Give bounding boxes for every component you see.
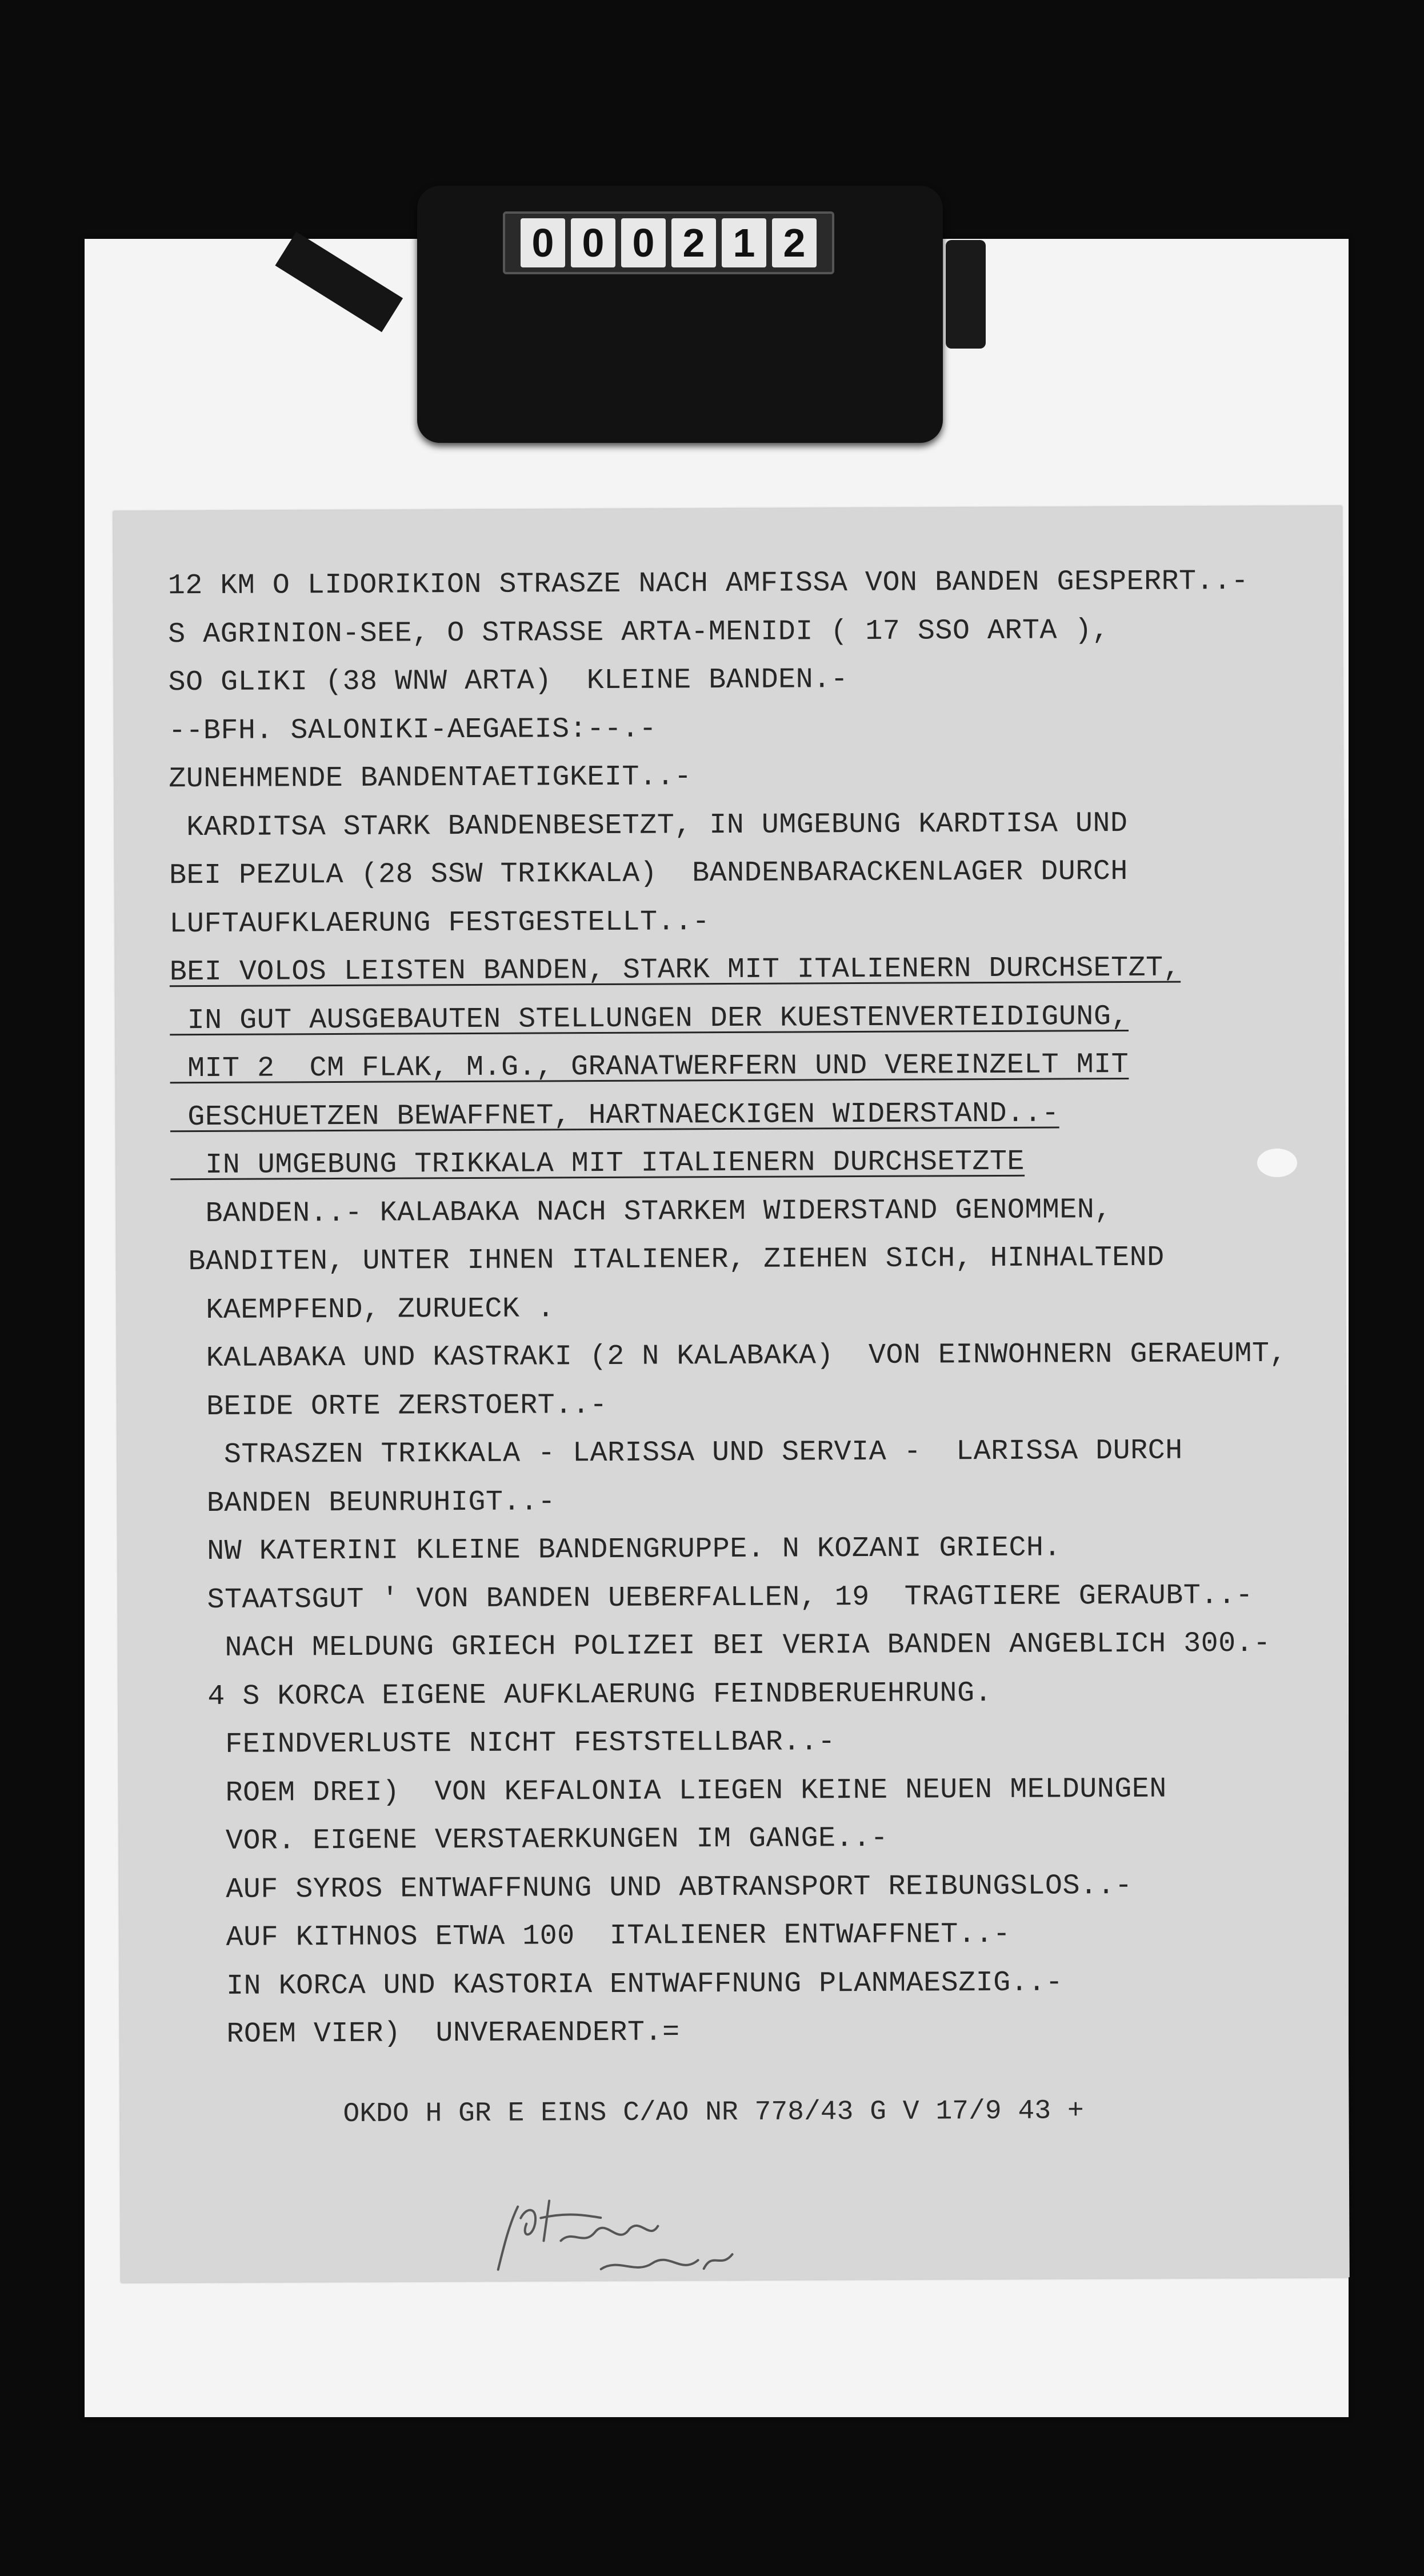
counter-digit: 1 [722,218,766,267]
text-line: SO GLIKI (38 WNW ARTA) KLEINE BANDEN.- [168,663,849,699]
frame-counter-window [503,211,834,274]
counter-digit: 2 [772,218,817,267]
text-line: ROEM DREI) VON KEFALONIA LIEGEN KEINE NEUEN MELDUNGEN [173,1773,1167,1810]
text-line: NACH MELDUNG GRIECH POLIZEI BEI VERIA BANDEN ANGEBLICH 300.- [172,1627,1271,1665]
counter-digit: 0 [521,218,565,267]
text-line: KALABAKA UND KASTRAKI (2 N KALABAKA) VON EINWOHNERN GERAEUMT, [171,1337,1287,1375]
text-line: BEI PEZULA (28 SSW TRIKKALA) BANDENBARACKENLAGER DURCH [169,855,1128,893]
text-line: ROEM VIER) UNVERAENDERT.= [174,2016,680,2051]
counter-digit: 2 [671,218,716,267]
counter-knob [946,240,986,349]
text-line-underlined [170,1137,1336,1190]
paper-hole [1257,1149,1297,1177]
text-line: STRASZEN TRIKKALA - LARISSA UND SERVIA - LARISSA DURCH [171,1434,1183,1472]
text-line: BANDITEN, UNTER IHNEN ITALIENER, ZIEHEN SICH, HINHALTEND [170,1241,1165,1279]
text-line: KARDITSA STARK BANDENBESETZT, IN UMGEBUNG KARDTISA UND [169,807,1128,844]
text-line: AUF KITHNOS ETWA 100 ITALIENER ENTWAFFNET..- [174,1918,1011,1955]
text-line-underlined [170,1040,1335,1093]
underlined-text: BEI VOLOS LEISTEN BANDEN, STARK MIT ITALIENERN DURCHSETZT, [169,951,1181,989]
text-line: AUF SYROS ENTWAFFNUNG UND ABTRANSPORT REIBUNGSLOS..- [173,1869,1133,1906]
telegram-body [168,557,1340,2059]
telegram-sheet [113,506,1350,2282]
text-line: --BFH. SALONIKI-AEGAEIS:--.- [168,713,657,747]
text-line: ZUNEHMENDE BANDENTAETIGKEIT..- [169,761,692,796]
text-line: VOR. EIGENE VERSTAERKUNGEN IM GANGE..- [173,1822,889,1858]
text-line: S AGRINION-SEE, O STRASSE ARTA-MENIDI ( 17 SSO ARTA ), [168,614,1110,651]
text-line: KAEMPFEND, ZURUECK . [171,1292,555,1327]
counter-digit: 0 [571,218,615,267]
text-line-underlined [170,992,1335,1045]
text-line: BANDEN..- KALABAKA NACH STARKEM WIDERSTAND GENOMMEN, [170,1193,1112,1230]
text-line: BEIDE ORTE ZERSTOERT..- [171,1389,607,1423]
underlined-text: IN GUT AUSGEBAUTEN STELLUNGEN DER KUESTENVERTEIDIGUNG, [170,1000,1129,1037]
text-line: LUFTAUFKLAERUNG FESTGESTELLT..- [169,905,710,941]
text-line: NW KATERINI KLEINE BANDENGRUPPE. N KOZANI GRIECH. [172,1531,1062,1569]
text-line: 4 S KORCA EIGENE AUFKLAERUNG FEINDBERUEHRUNG. [173,1677,993,1713]
handwritten-signature [486,2183,784,2287]
underlined-text: MIT 2 CM FLAK, M.G., GRANATWERFERN UND VEREINZELT MIT [170,1048,1129,1086]
underlined-text: IN UMGEBUNG TRIKKALA MIT ITALIENERN DURCHSETZTE [170,1145,1025,1182]
counter-digit: 0 [621,218,666,267]
message-reference: OKDO H GR E EINS C/AO NR 778/43 G V 17/9 43 + [343,2095,1084,2130]
text-line-underlined [170,943,1335,997]
text-line: 12 KM O LIDORIKION STRASZE NACH AMFISSA VON BANDEN GESPERRT..- [167,565,1249,603]
text-line: FEINDVERLUSTE NICHT FESTSTELLBAR..- [173,1726,835,1762]
underlined-text: GESCHUETZEN BEWAFFNET, HARTNAECKIGEN WIDERSTAND..- [170,1097,1059,1134]
text-line: BANDEN BEUNRUHIGT..- [171,1485,556,1520]
text-line-underlined [170,1089,1336,1142]
text-line: STAATSGUT ' VON BANDEN UEBERFALLEN, 19 TRAGTIERE GERAUBT..- [172,1579,1253,1617]
text-line: IN KORCA UND KASTORIA ENTWAFFNUNG PLANMAESZIG..- [174,1966,1063,2003]
